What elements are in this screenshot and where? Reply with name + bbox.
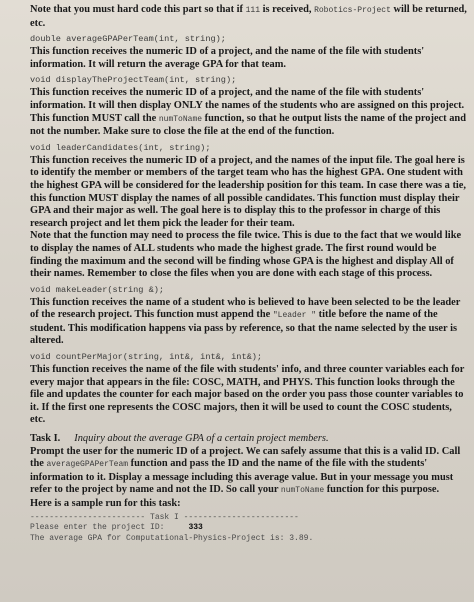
- task-heading: [30, 433, 468, 446]
- sample-run-block: [30, 513, 468, 545]
- intro-text: is received,: [260, 4, 315, 15]
- inline-code: Robotics-Project: [314, 6, 391, 15]
- inline-code: averageGPAPerTeam: [46, 460, 129, 470]
- sample-result: The average GPA for Computational-Physics-Project is: 3.89.: [30, 533, 314, 543]
- intro-text: will be returned, etc.: [30, 4, 467, 29]
- desc-text: title before the name of the student. This modification happens via pass by reference, so that the name selected by the user is altered.: [30, 309, 457, 347]
- function-signature-leader-candidates: void leaderCandidates(int, string);: [30, 142, 211, 153]
- sample-divider: ------------------------ Task I ------------------------: [30, 512, 299, 522]
- inline-code: "Leader ": [272, 311, 317, 321]
- function-signature-average-gpa: double averageGPAPerTeam(int, string);: [30, 34, 226, 45]
- sample-prompt: Please enter the project ID:: [30, 523, 165, 533]
- function-note: Note that the function may need to process the file twice. This is due to the fact that we would like to display the names of ALL students who made the highest grade. The first round would be finding the maximum and the second will be finding whose GPA is the highest and display All of their names. Remember to close the files when you are done with each stage of this process.: [30, 230, 462, 280]
- desc-text: Prompt the user for the numeric ID of a project. We can safely assume that this is a valid ID. Call the: [30, 445, 461, 470]
- sample-input: 333: [188, 523, 203, 533]
- function-description: This function receives the numeric ID of a project, and the name of the file with students' information. It will return the average GPA for that team.: [30, 46, 425, 70]
- task-description: [30, 446, 468, 498]
- desc-text: function, so that he output lists the name of the project and not the number. Make sure to close the file at the end of the function.: [30, 112, 466, 138]
- task-title: Inquiry about the average GPA of a certain project members.: [74, 433, 329, 445]
- function-signature-count-per-major: void countPerMajor(string, int&, int&, int&);: [30, 352, 263, 363]
- desc-text: function and pass the ID and the name of the file with the students' information to it. Display a message including this average value. But in your message you must refer to the project by name and not the ID. So call your: [30, 458, 454, 496]
- desc-text: This function receives the numeric ID of a project, and the name of the file with students' information. It will then display ONLY the names of the students who are assigned on this project. This function MUST call the: [30, 87, 465, 124]
- desc-text: This function receives the name of a student who is believed to have been selected to be the leader of the research project. This function must append the: [30, 296, 461, 321]
- desc-text: function for this purpose.: [324, 484, 440, 496]
- function-description: This function receives the numeric ID of a project, and the names of the input file. The goal here is to identify the member or members of the target team who has the highest GPA. One student with the highest GPA will be considered for the leadership position for this team. In case there was a tie, this function MUST display the names of all possible candidates. This function must display their GPA and their major as well. The goal here is to display this to the professor in charge of this research project and let them pick the leader for their team.: [30, 154, 467, 229]
- function-signature-make-leader: void makeLeader(string &);: [30, 284, 165, 295]
- inline-code: numToName: [280, 486, 325, 496]
- inline-code: numToName: [158, 114, 203, 124]
- inline-code: 111: [245, 6, 261, 15]
- sample-prompt-line: [30, 523, 468, 534]
- function-description: This function receives the name of the file with students' info, and three counter variables each for every major that appears in the file: COSC, MATH, and PHYS. This function looks through the file and updates the counter for each major based on the order you pass those counter variables to it. If the first one represents the COSC majors, then it will be used to count the COSC students, etc.: [30, 364, 465, 426]
- intro-text: Note that you must hard code this part so that if: [30, 4, 246, 15]
- sample-intro: Here is a sample run for this task:: [30, 498, 181, 509]
- function-signature-display-team: void displayTheProjectTeam(int, string);: [30, 75, 237, 86]
- function-description: [30, 297, 468, 348]
- function-description: [30, 87, 468, 138]
- task-label: Task I.: [30, 433, 61, 445]
- intro-paragraph: [30, 4, 468, 30]
